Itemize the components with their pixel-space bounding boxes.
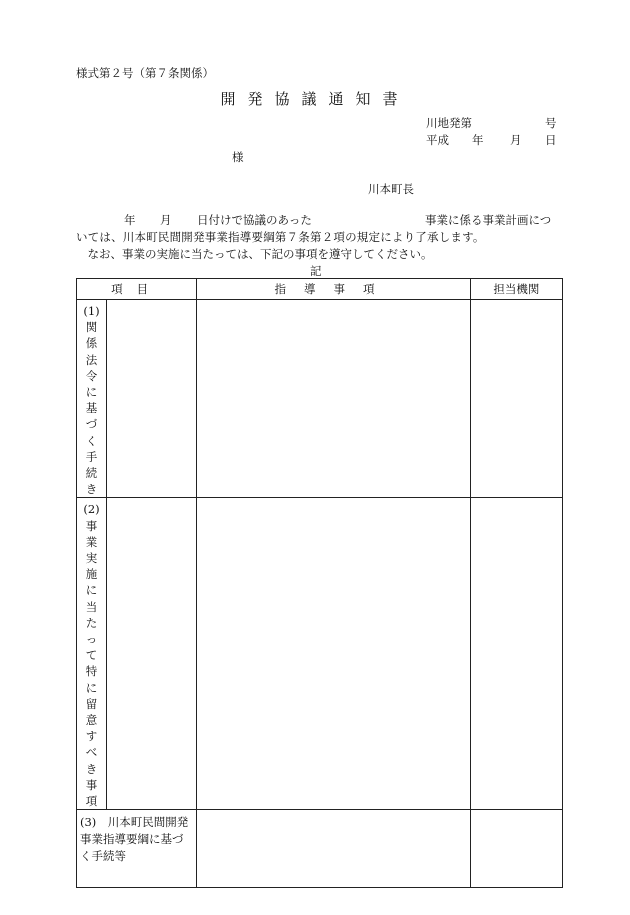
row1-item-cell[interactable] [107, 300, 197, 498]
row2-guidance-cell[interactable] [197, 498, 471, 810]
vertical-label-char: (2) [83, 502, 100, 517]
vertical-label-char: 続 [85, 466, 98, 481]
date-year: 年 [472, 133, 484, 147]
table-header-row [77, 279, 563, 300]
vertical-label-char: す [85, 729, 98, 744]
vertical-label-char: 令 [85, 368, 98, 383]
vertical-label-char: 項 [85, 794, 98, 809]
row1-label [77, 300, 107, 498]
vertical-label-char: た [85, 615, 98, 630]
row2-label [77, 498, 107, 810]
row3-guidance-cell[interactable] [197, 810, 471, 888]
table-row [77, 498, 563, 810]
guidance-table [76, 278, 563, 888]
row2-agency-cell[interactable] [470, 498, 562, 810]
header-agency-label: 担当機関 [493, 282, 540, 296]
issue-number-prefix: 川地発第 [426, 116, 472, 130]
vertical-label-char: き [85, 761, 98, 776]
vertical-label-char: 関 [85, 320, 98, 335]
vertical-label-char: 施 [85, 567, 98, 582]
row3-label: (3) 川本町民間開発事業指導要綱に基づく手続等 [77, 810, 197, 888]
vertical-label-char: 法 [85, 352, 98, 367]
body-month: 月 [160, 213, 172, 227]
form-number: 様式第２号（第７条関係） [76, 66, 214, 80]
vertical-label-char: べ [85, 745, 98, 760]
body-line-3: なお、事業の実施に当たっては、下記の事項を遵守してください。 [76, 247, 433, 261]
row2-item-cell[interactable] [107, 498, 197, 810]
body-line-2: いては、川本町民間開発事業指導要綱第７条第２項の規定により了承します。 [76, 230, 485, 244]
vertical-label-char: 事 [85, 777, 98, 792]
vertical-label-char: に [85, 583, 98, 598]
header-item [77, 279, 197, 300]
vertical-label-char: 基 [85, 401, 98, 416]
row3-agency-cell[interactable] [470, 810, 562, 888]
vertical-label-char: に [85, 680, 98, 695]
body-date-text: 日付けで協議のあった [197, 213, 312, 227]
vertical-label-char: に [85, 385, 98, 400]
vertical-label-char: 係 [85, 336, 98, 351]
vertical-label-char: 留 [85, 696, 98, 711]
sender-name: 川本町長 [368, 182, 414, 196]
date-era: 平成 [426, 133, 449, 147]
vertical-label-char: き [85, 482, 98, 497]
vertical-label-char: 意 [85, 713, 98, 728]
vertical-label-char: 当 [85, 599, 98, 614]
vertical-label-char: 事 [85, 518, 98, 533]
vertical-label-char: 特 [85, 664, 98, 679]
header-guidance-label: 指導事項 [274, 282, 393, 296]
vertical-label-char: 実 [85, 551, 98, 566]
row1-agency-cell[interactable] [470, 300, 562, 498]
table-row [77, 300, 563, 498]
ki-marker: 記 [310, 264, 322, 278]
date-day: 日 [545, 133, 557, 147]
vertical-label-char: っ [85, 632, 98, 647]
addressee-suffix: 様 [232, 150, 244, 164]
table-row [77, 810, 563, 888]
date-month: 月 [510, 133, 522, 147]
vertical-label-char: 業 [85, 534, 98, 549]
row1-guidance-cell[interactable] [197, 300, 471, 498]
header-item-label: 項目 [111, 282, 163, 296]
vertical-label-char: て [85, 648, 98, 663]
header-agency [470, 279, 562, 300]
body-year: 年 [124, 213, 136, 227]
header-guidance [197, 279, 471, 300]
document-title: 開発協議通知書 [220, 90, 410, 108]
vertical-label-char: 手 [85, 449, 98, 464]
vertical-label-char: (1) [83, 304, 100, 318]
body-project-text: 事業に係る事業計画につ [425, 213, 552, 227]
vertical-label-char: く [85, 433, 98, 448]
issue-number-suffix: 号 [545, 116, 557, 130]
vertical-label-char: づ [85, 417, 98, 432]
